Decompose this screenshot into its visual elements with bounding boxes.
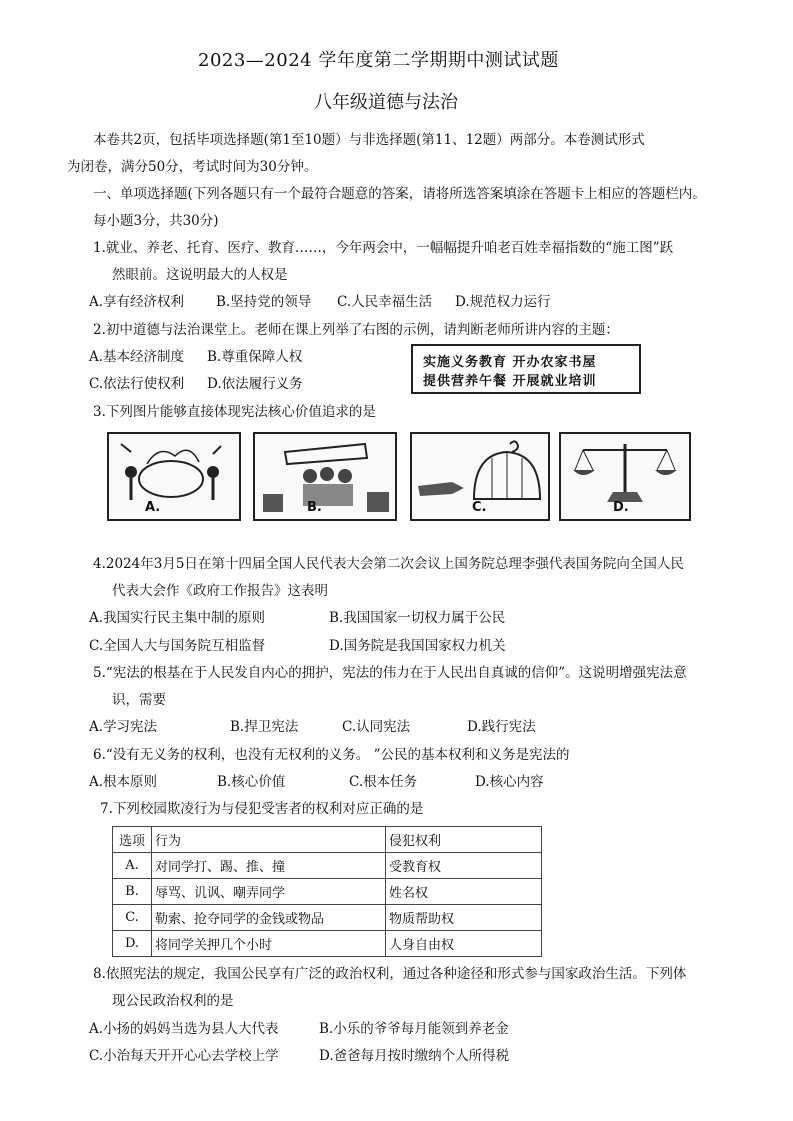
q1-stem-1: 1.就业、养老、托育、医疗、教育……，今年两会中，一幅幅提升咱老百姓幸福指数的“施工图”跃 bbox=[93, 240, 674, 256]
q6-option-a: A.根本原则 bbox=[89, 774, 158, 790]
q4-option-c: C.全国人大与国务院互相监督 bbox=[89, 638, 266, 654]
q7-stem: 7.下列校园欺凌行为与侵犯受害者的权利对应正确的是 bbox=[100, 801, 424, 817]
row-option: A. bbox=[113, 853, 152, 879]
table-row bbox=[113, 853, 542, 879]
row-option: B. bbox=[113, 879, 152, 905]
crowd-banner-illustration bbox=[255, 434, 395, 519]
q8-stem-1: 8.依照宪法的规定，我国公民享有广泛的政治权利，通过各种途径和形式参与国家政治生活。下列体 bbox=[93, 966, 687, 982]
q6-option-b: B.核心价值 bbox=[217, 774, 286, 790]
table-row bbox=[113, 905, 542, 931]
header-behavior: 行为 bbox=[152, 827, 386, 853]
row-behavior: 辱骂、讥讽、嘲弄同学 bbox=[152, 879, 386, 905]
table-row bbox=[113, 879, 542, 905]
q8-option-d: D.爸爸每月按时缴纳个人所得税 bbox=[319, 1048, 510, 1064]
table-header-row bbox=[113, 827, 542, 853]
q5-option-b: B.捍卫宪法 bbox=[230, 719, 299, 735]
q5-stem-1: 5.“宪法的根基在于人民发自内心的拥护，宪法的伟力在于人民出自真诚的信仰”。这说明增强宪法意 bbox=[93, 665, 687, 681]
q3-label-b: B. bbox=[307, 500, 322, 515]
q4-stem-1: 4.2024年3月5日在第十四届全国人民代表大会第二次会议上国务院总理李强代表国务院向全国人民 bbox=[93, 556, 684, 572]
q1-option-d: D.规范权力运行 bbox=[455, 294, 551, 310]
q8-option-a: A.小扬的妈妈当选为县人大代表 bbox=[89, 1021, 279, 1037]
q4-stem-2: 代表大会作《政府工作报告》这表明 bbox=[112, 583, 328, 599]
q3-picture-d bbox=[559, 432, 691, 521]
q3-stem: 3.下列图片能够直接体现宪法核心价值追求的是 bbox=[93, 404, 376, 420]
q3-label-d: D. bbox=[613, 500, 629, 515]
people-carrying-illustration bbox=[109, 434, 239, 519]
q3-label-a: A. bbox=[145, 500, 161, 515]
q2-stem: 2.初中道德与法治课堂上。老师在课上列举了右图的示例，请判断老师所讲内容的主题： bbox=[93, 322, 619, 338]
q2-box-line-2: 提供营养午餐 开展就业培训 bbox=[423, 374, 597, 389]
q1-option-c: C.人民幸福生活 bbox=[337, 294, 433, 310]
q5-option-a: A.学习宪法 bbox=[89, 719, 158, 735]
q2-option-d: D.依法履行义务 bbox=[207, 376, 303, 392]
row-right: 姓名权 bbox=[386, 879, 542, 905]
q4-option-a: A.我国实行民主集中制的原则 bbox=[89, 610, 266, 626]
q2-box-line-1: 实施义务教育 开办农家书屋 bbox=[423, 355, 597, 370]
page-title: 2023—2024 学年度第二学期期中测试试题 bbox=[198, 50, 559, 71]
row-behavior: 将同学关押几个小时 bbox=[152, 931, 386, 957]
q5-option-d: D.践行宪法 bbox=[467, 719, 536, 735]
q1-option-a: A.享有经济权利 bbox=[89, 294, 185, 310]
row-option: C. bbox=[113, 905, 152, 931]
section1-line-1: 一、单项选择题(下列各题只有一个最符合题意的答案，请将所选答案填涂在答题卡上相应的答题栏内。 bbox=[93, 186, 706, 202]
q1-option-b: B.坚持党的领导 bbox=[216, 294, 312, 310]
q8-stem-2: 现公民政治权利的是 bbox=[112, 993, 234, 1009]
header-right: 侵犯权利 bbox=[386, 827, 542, 853]
q2-example-box bbox=[411, 344, 641, 394]
q2-option-b: B.尊重保障人权 bbox=[207, 349, 303, 365]
intro-line-1: 本卷共2页，包括毕项选择题(第1至10题）与非选择题(第11、12题）两部分。本卷测试形式 bbox=[93, 132, 645, 148]
q6-stem: 6.“没有无义务的权利，也没有无权利的义务。 ”公民的基本权利和义务是宪法的 bbox=[93, 747, 570, 763]
row-behavior: 对同学打、踢、推、撞 bbox=[152, 853, 386, 879]
q4-option-d: D.国务院是我国国家权力机关 bbox=[329, 638, 506, 654]
row-right: 受教育权 bbox=[386, 853, 542, 879]
header-option: 选项 bbox=[113, 827, 152, 853]
q5-stem-2: 识，需要 bbox=[112, 692, 166, 708]
q3-picture-c bbox=[410, 432, 550, 521]
q5-option-c: C.认同宪法 bbox=[342, 719, 411, 735]
q3-picture-b bbox=[253, 432, 397, 521]
intro-line-2: 为闭卷，满分50分，考试时间为30分钟。 bbox=[67, 159, 318, 175]
q6-option-d: D.核心内容 bbox=[475, 774, 544, 790]
q4-option-b: B.我国国家一切权力属于公民 bbox=[329, 610, 506, 626]
row-option: D. bbox=[113, 931, 152, 957]
table-row bbox=[113, 931, 542, 957]
q3-picture-a bbox=[107, 432, 241, 521]
q1-stem-2: 然眼前。这说明最大的人权是 bbox=[112, 267, 288, 283]
q8-option-b: B.小乐的爷爷每月能领到养老金 bbox=[319, 1021, 509, 1037]
q2-option-c: C.依法行使权利 bbox=[89, 376, 185, 392]
page-subtitle: 八年级道德与法治 bbox=[314, 92, 458, 113]
q8-option-c: C.小治每天开开心心去学校上学 bbox=[89, 1048, 279, 1064]
q7-table bbox=[112, 826, 542, 957]
row-right: 物质帮助权 bbox=[386, 905, 542, 931]
q2-option-a: A.基本经济制度 bbox=[89, 349, 185, 365]
q3-label-c: C. bbox=[472, 500, 487, 515]
section1-line-2: 每小题3分，共30分) bbox=[93, 213, 219, 229]
row-behavior: 勒索、抢夺同学的金钱或物品 bbox=[152, 905, 386, 931]
q6-option-c: C.根本任务 bbox=[349, 774, 418, 790]
row-right: 人身自由权 bbox=[386, 931, 542, 957]
